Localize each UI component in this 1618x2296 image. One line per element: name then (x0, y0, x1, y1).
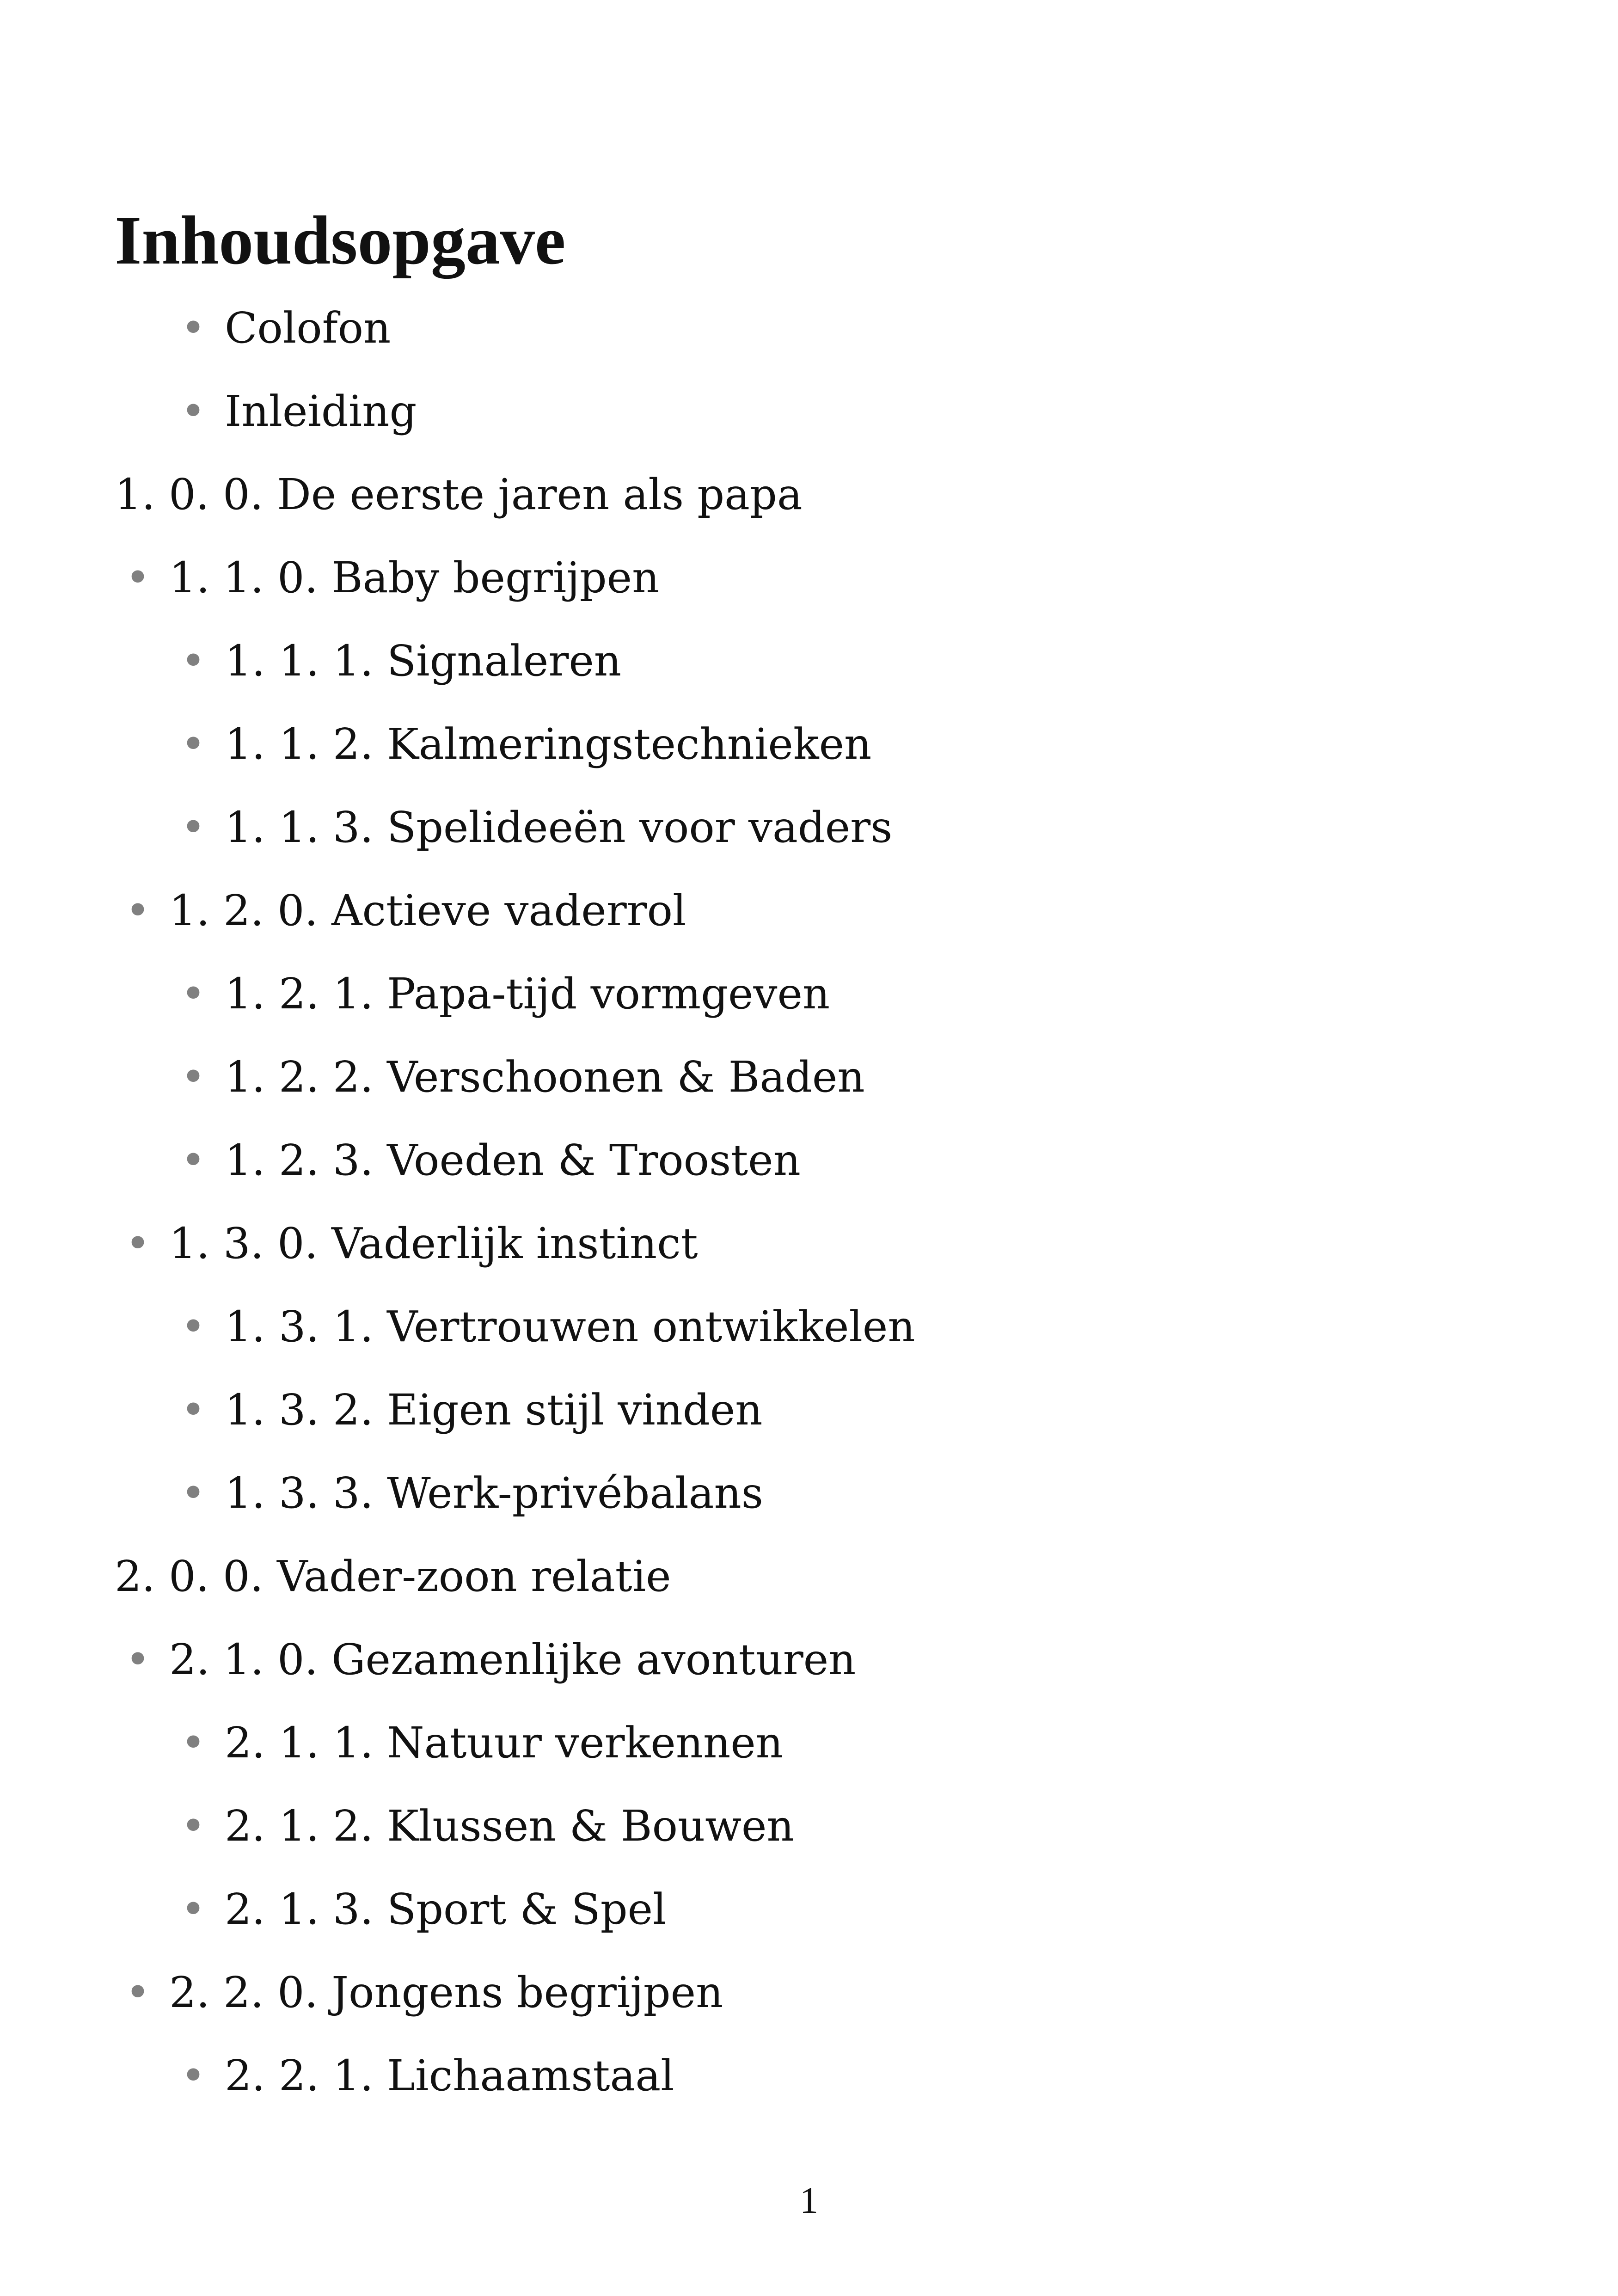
toc-entry[interactable] (115, 1951, 1548, 2034)
table-of-contents (115, 287, 1548, 2118)
toc-entry[interactable] (115, 620, 1548, 703)
bullet-icon: • (125, 553, 151, 602)
toc-entry-label: 1. 2. 0. Actieve vaderrol (169, 886, 686, 935)
bullet-icon: • (180, 1052, 206, 1102)
toc-entry-label: 1. 1. 0. Baby begrijpen (169, 553, 660, 602)
bullet-icon: • (180, 636, 206, 686)
toc-entry-label: 2. 2. 1. Lichaamstaal (225, 2051, 674, 2100)
toc-entry-label: 1. 1. 1. Signaleren (225, 636, 622, 686)
bullet-icon: • (180, 1468, 206, 1518)
toc-entry[interactable] (115, 536, 1548, 620)
toc-entry-label: 1. 0. 0. De eerste jaren als papa (115, 470, 803, 519)
toc-entry-label: 2. 2. 0. Jongens begrijpen (169, 1968, 723, 2017)
toc-entry[interactable] (115, 287, 1548, 370)
toc-entry-label: 1. 3. 2. Eigen stijl vinden (225, 1385, 763, 1435)
toc-entry-label: 2. 1. 0. Gezamenlijke avonturen (169, 1635, 856, 1684)
bullet-icon: • (180, 1385, 206, 1435)
bullet-icon: • (180, 803, 206, 852)
toc-entry-label: 1. 3. 1. Vertrouwen ontwikkelen (225, 1302, 915, 1351)
bullet-icon: • (125, 1219, 151, 1268)
toc-entry-label: 2. 0. 0. Vader-zoon relatie (115, 1552, 671, 1601)
toc-entry-label: 1. 1. 2. Kalmeringstechnieken (225, 719, 872, 769)
toc-entry[interactable] (115, 1535, 1548, 1618)
bullet-icon: • (180, 303, 206, 353)
toc-entry[interactable] (115, 1202, 1548, 1285)
toc-entry-label: 1. 2. 3. Voeden & Troosten (225, 1136, 801, 1185)
toc-entry-label: 1. 2. 2. Verschoonen & Baden (225, 1052, 865, 1102)
toc-entry[interactable] (115, 1285, 1548, 1369)
toc-entry-label: 2. 1. 2. Klussen & Bouwen (225, 1801, 794, 1851)
toc-entry-label: Colofon (225, 303, 391, 353)
toc-entry[interactable] (115, 2034, 1548, 2118)
toc-entry-label: 2. 1. 1. Natuur verkennen (225, 1718, 783, 1768)
toc-entry-label: 1. 3. 0. Vaderlijk instinct (169, 1219, 698, 1268)
page-title: Inhoudsopgave (115, 202, 566, 279)
bullet-icon: • (180, 1885, 206, 1934)
toc-entry-label: 2. 1. 3. Sport & Spel (225, 1885, 667, 1934)
toc-entry[interactable] (115, 1785, 1548, 1868)
bullet-icon: • (125, 886, 151, 935)
bullet-icon: • (180, 969, 206, 1019)
toc-entry-label: Inleiding (225, 387, 417, 436)
bullet-icon: • (180, 387, 206, 436)
toc-entry[interactable] (115, 786, 1548, 869)
bullet-icon: • (125, 1968, 151, 2017)
toc-entry[interactable] (115, 370, 1548, 453)
bullet-icon: • (180, 719, 206, 769)
toc-entry[interactable] (115, 703, 1548, 786)
toc-entry-label: 1. 2. 1. Papa-tijd vormgeven (225, 969, 830, 1019)
bullet-icon: • (180, 1136, 206, 1185)
bullet-icon: • (180, 2051, 206, 2100)
toc-entry[interactable] (115, 1036, 1548, 1119)
bullet-icon: • (180, 1801, 206, 1851)
bullet-icon: • (180, 1302, 206, 1351)
toc-entry[interactable] (115, 1452, 1548, 1535)
toc-entry[interactable] (115, 1701, 1548, 1785)
toc-entry[interactable] (115, 869, 1548, 952)
bullet-icon: • (125, 1635, 151, 1684)
toc-entry-label: 1. 3. 3. Werk-privébalans (225, 1468, 763, 1518)
toc-entry[interactable] (115, 1868, 1548, 1951)
toc-entry[interactable] (115, 1618, 1548, 1701)
toc-entry-label: 1. 1. 3. Spelideeën voor vaders (225, 803, 893, 852)
page-number: 1 (800, 2180, 818, 2221)
bullet-icon: • (180, 1718, 206, 1768)
toc-entry[interactable] (115, 1369, 1548, 1452)
toc-entry[interactable] (115, 952, 1548, 1036)
toc-entry[interactable] (115, 1119, 1548, 1202)
toc-entry[interactable] (115, 453, 1548, 536)
